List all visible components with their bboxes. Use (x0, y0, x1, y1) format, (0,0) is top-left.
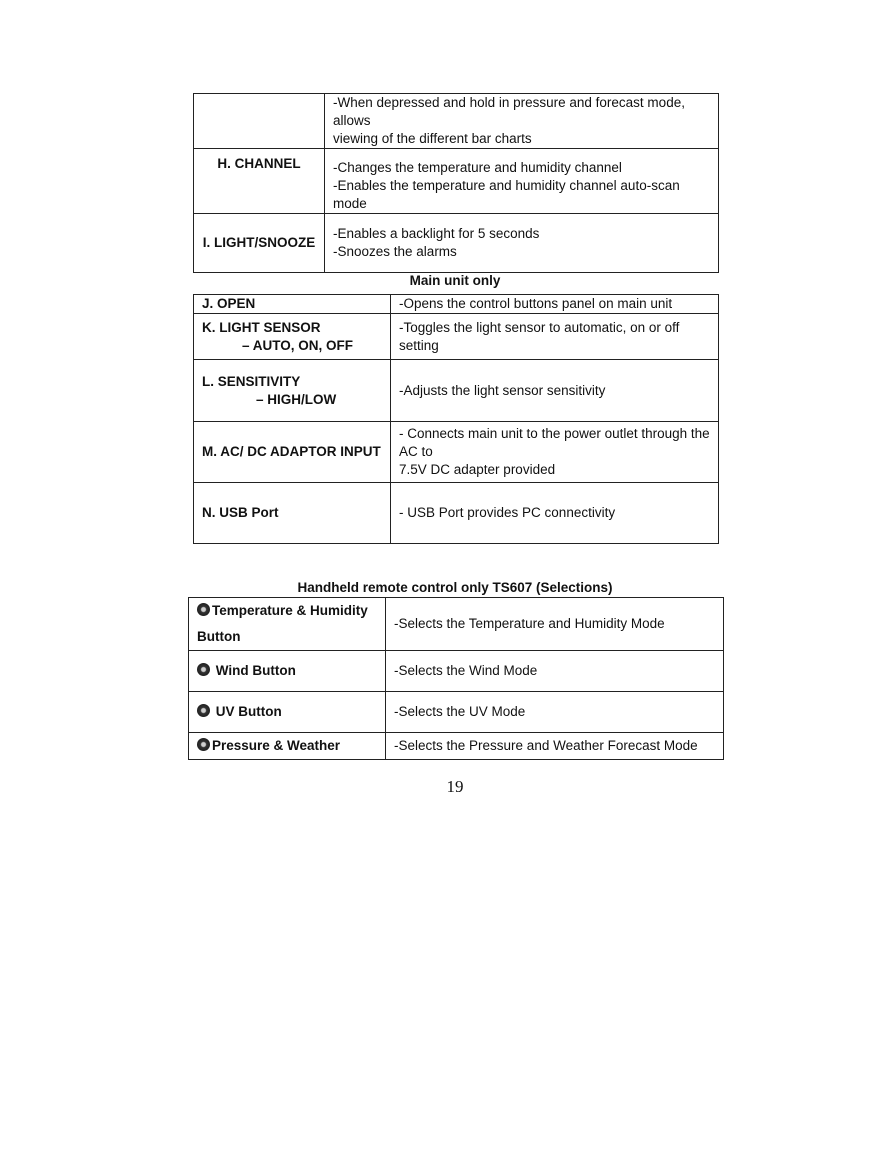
row-label: H. CHANNEL (194, 149, 325, 214)
row-description: -Selects the UV Mode (386, 692, 724, 733)
main-unit-table (193, 294, 719, 544)
table-row (189, 692, 724, 733)
row-label: M. AC/ DC ADAPTOR INPUT (194, 422, 391, 483)
table-row (189, 733, 724, 760)
row-description: -Selects the Wind Mode (386, 651, 724, 692)
row-description: -Changes the temperature and humidity channel -Enables the temperature and humidity channel auto-scan mode (325, 149, 719, 214)
table-row (194, 360, 719, 422)
table-row (189, 598, 724, 651)
row-label: N. USB Port (194, 483, 391, 544)
round-button-icon (197, 663, 210, 676)
table-row (194, 94, 719, 149)
row-description: - USB Port provides PC connectivity (391, 483, 719, 544)
row-label: L. SENSITIVITY – HIGH/LOW (194, 360, 391, 422)
row-description: -Toggles the light sensor to automatic, on or off setting (391, 314, 719, 360)
section-title-main-unit: Main unit only (409, 273, 501, 288)
row-label: K. LIGHT SENSOR – AUTO, ON, OFF (194, 314, 391, 360)
row-description: -Selects the Pressure and Weather Forecast Mode (386, 733, 724, 760)
button-function-table (193, 93, 719, 273)
table-row (194, 314, 719, 360)
row-description: -When depressed and hold in pressure and forecast mode, allows viewing of the different bar charts (325, 94, 719, 149)
remote-control-table (188, 597, 724, 760)
row-label: Wind Button (189, 651, 386, 692)
row-label: I. LIGHT/SNOOZE (194, 214, 325, 273)
round-button-icon (197, 603, 210, 616)
table-row (194, 483, 719, 544)
section-title-remote: Handheld remote control only TS607 (Selections) (297, 580, 613, 595)
row-description: -Adjusts the light sensor sensitivity (391, 360, 719, 422)
round-button-icon (197, 704, 210, 717)
table-row (194, 214, 719, 273)
row-description: -Selects the Temperature and Humidity Mode (386, 598, 724, 651)
row-label: Temperature & Humidity Button (189, 598, 386, 651)
row-description: -Enables a backlight for 5 seconds -Snoozes the alarms (325, 214, 719, 273)
table-row (194, 149, 719, 214)
row-label (194, 94, 325, 149)
table-row (194, 295, 719, 314)
round-button-icon (197, 738, 210, 751)
table-row (194, 422, 719, 483)
row-label: UV Button (189, 692, 386, 733)
row-label: Pressure & Weather (189, 733, 386, 760)
page-number: 19 (446, 777, 464, 796)
row-label: J. OPEN (194, 295, 391, 314)
row-description: -Opens the control buttons panel on main unit (391, 295, 719, 314)
row-description: - Connects main unit to the power outlet through the AC to 7.5V DC adapter provided (391, 422, 719, 483)
table-row (189, 651, 724, 692)
